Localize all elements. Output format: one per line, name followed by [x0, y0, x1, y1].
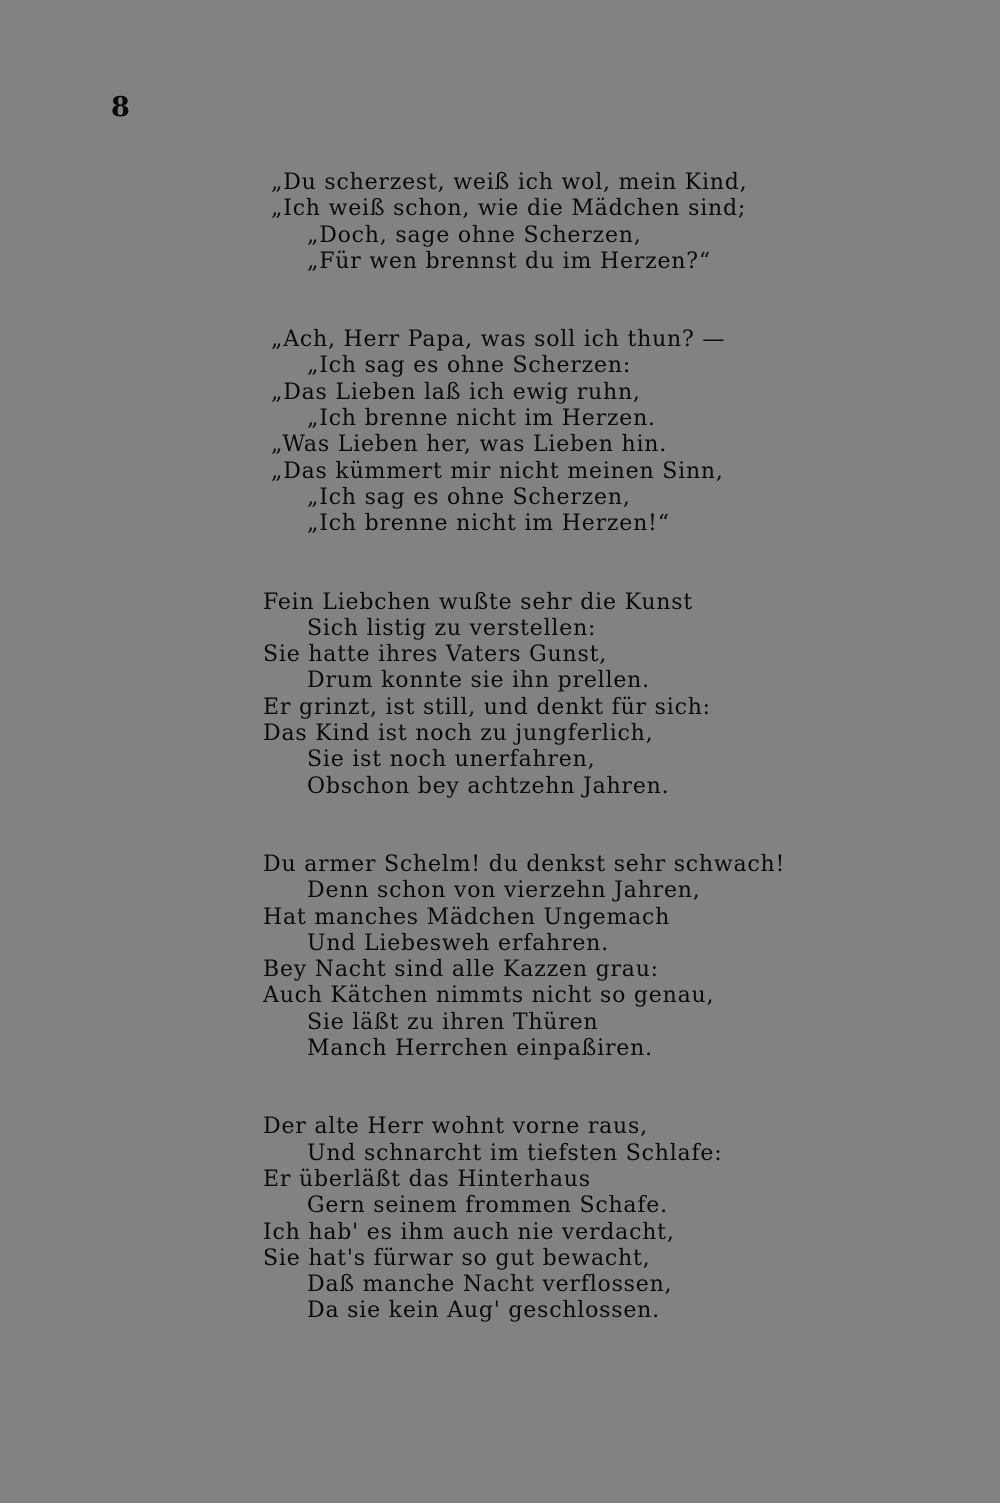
verse-line: „Was Lieben her, was Lieben hin. [271, 432, 668, 458]
verse-line: Gern seinem frommen Schafe. [307, 1193, 668, 1219]
page-number: 8 [111, 92, 130, 123]
verse-line: Ich hab' es ihm auch nie verdacht, [263, 1219, 675, 1245]
verse-line: Obschon bey achtzehn Jahren. [307, 773, 670, 799]
stanza-5 [263, 1114, 983, 1324]
verse-line: Du armer Schelm! du denkst sehr schwach! [263, 851, 786, 877]
verse-line: Und schnarcht im tiefsten Schlafe: [307, 1140, 723, 1166]
verse-line: „Ich brenne nicht im Herzen. [307, 406, 656, 432]
verse-line: Sie hat's fürwar so gut bewacht, [263, 1245, 651, 1271]
stanza-1 [263, 170, 983, 275]
verse-line: Der alte Herr wohnt vorne raus, [263, 1114, 648, 1140]
stanza-gap [263, 538, 983, 590]
verse-line: „Du scherzest, weiß ich wol, mein Kind, [271, 170, 748, 195]
verse-line: „Das kümmert mir nicht meinen Sinn, [271, 458, 724, 484]
verse-line: „Ich sag es ohne Scherzen, [307, 484, 631, 510]
verse-line: „Ich sag es ohne Scherzen: [307, 353, 632, 379]
stanza-gap [263, 1062, 983, 1114]
verse-line: Manch Herrchen einpaßiren. [307, 1036, 653, 1062]
verse-line: Er grinzt, ist still, und denkt für sich: [263, 694, 711, 720]
stanza-gap [263, 275, 983, 327]
verse-line: Denn schon von vierzehn Jahren, [307, 878, 701, 904]
verse-line: Drum konnte sie ihn prellen. [307, 668, 650, 694]
stanza-gap [263, 800, 983, 852]
verse-line: Und Liebesweh erfahren. [307, 930, 609, 956]
verse-line: Sie hatte ihres Vaters Gunst, [263, 642, 608, 668]
verse-line: „Doch, sage ohne Scherzen, [307, 222, 642, 248]
stanza-3 [263, 590, 983, 800]
verse-line: Er überläßt das Hinterhaus [263, 1166, 591, 1192]
verse-line: Sie ist noch unerfahren, [307, 747, 596, 773]
verse-line: Hat manches Mädchen Ungemach [263, 904, 671, 930]
stanza-4 [263, 852, 983, 1062]
verse-line: Daß manche Nacht verflossen, [307, 1272, 673, 1298]
verse-line: Fein Liebchen wußte sehr die Kunst [263, 589, 693, 615]
verse-line: „Ich brenne nicht im Herzen!“ [307, 511, 670, 537]
verse-line: Da sie kein Aug' geschlossen. [307, 1298, 660, 1324]
verse-line: Sich listig zu verstellen: [307, 615, 597, 641]
verse-line: Das Kind ist noch zu jungferlich, [263, 721, 654, 747]
poem-body [263, 170, 983, 1325]
verse-line: „Ach, Herr Papa, was soll ich thun? — [271, 327, 726, 353]
verse-line: „Für wen brennst du im Herzen?“ [307, 248, 711, 274]
verse-line: Bey Nacht sind alle Kazzen grau: [263, 957, 659, 983]
verse-line: „Das Lieben laß ich ewig ruhn, [271, 379, 641, 405]
verse-line: Sie läßt zu ihren Thüren [307, 1009, 599, 1035]
verse-line: „Ich weiß schon, wie die Mädchen sind; [271, 196, 747, 222]
verse-line: Auch Kätchen nimmts nicht so genau, [263, 983, 715, 1009]
stanza-2 [263, 327, 983, 537]
